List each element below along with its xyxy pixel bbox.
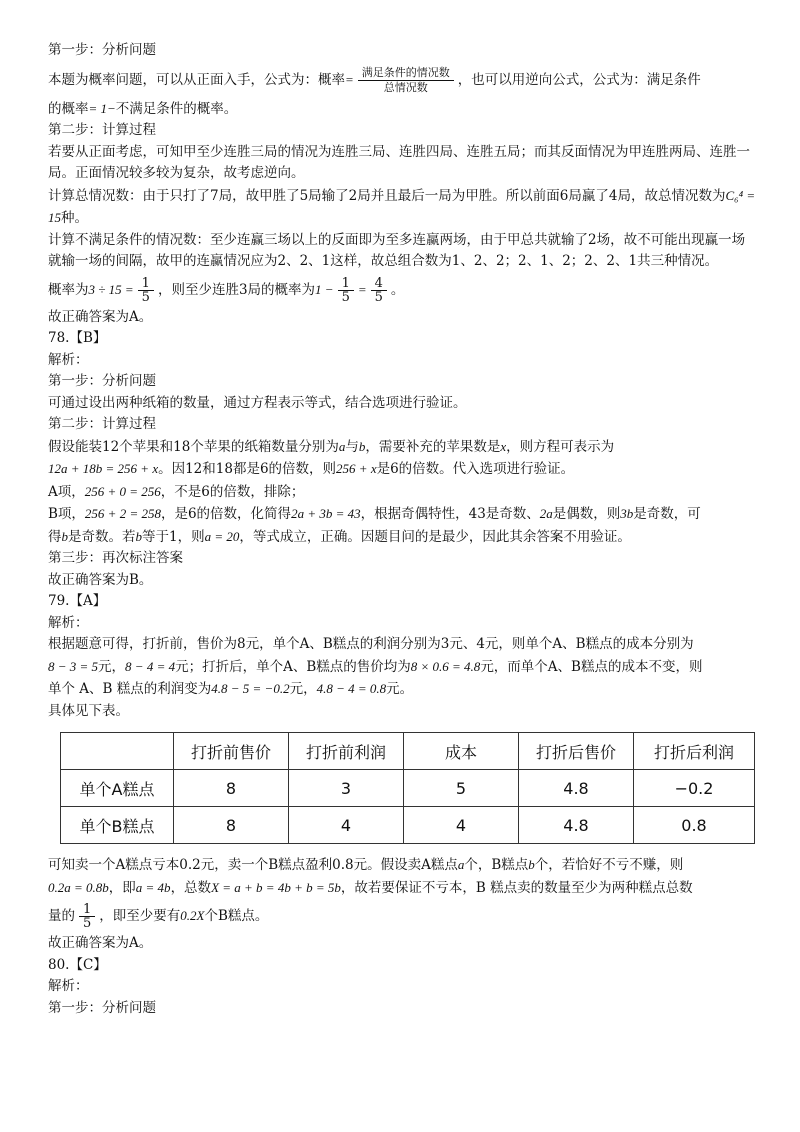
paragraph [48,273,758,307]
math: 256 + 0 = 256 [84,483,161,499]
math: b [528,857,535,872]
text: A项， [48,483,85,500]
math: 1 − [315,281,334,297]
text: ，即 [108,879,136,896]
text: 的概率 [48,100,89,117]
paragraph [48,899,758,933]
table-header-cell: 打折后售价 [519,733,634,770]
analysis-label: 解析： [48,351,89,368]
math: 256 + 2 = 258 [84,506,161,521]
math: 4.8 − 4 = 0.8 [316,681,387,696]
text: 个，B糕点 [464,857,529,873]
analysis-label: 解析： [48,614,89,631]
document-page [48,40,758,1019]
math: X = a + b = 4b + b = 5b [211,879,341,895]
step-heading: 第二步：计算过程 [48,416,156,432]
math: 0.2a = 0.8b [48,879,109,895]
table-cell: 单个A糕点 [61,770,174,807]
fraction-denominator: 5 [83,916,92,931]
fraction-denominator: 总情况数 [383,80,428,94]
table-header-cell [61,733,174,770]
paragraph [48,458,758,481]
paragraph: 具体见下表。 [48,702,129,719]
paragraph [48,481,758,504]
table-row [61,770,755,807]
paragraph: 计算不满足条件的情况数：至少连赢三场以上的反面即为至多连赢两场，由于甲总共就输了2场，故不可能出现赢一场就输一场的间隔，故甲的连赢情况应为2、2、1这样，故总组合数为1、2、2；2、1、2；2、2、1共三种情况。 [48,231,746,269]
fraction [79,903,95,930]
cost-profit-table [60,732,755,844]
text: 是奇数，可 [633,506,701,522]
text: B项， [48,506,85,522]
question-title: 80.【C】 [48,956,107,973]
text: 得 [48,528,62,545]
paragraph [48,526,758,549]
math: x [500,438,507,454]
fraction-numerator: 1 [338,277,354,291]
answer-line: 故正确答案为A。 [48,308,153,325]
paragraph [48,98,758,121]
table-header-row [61,733,755,770]
paragraph [48,503,758,526]
text: 元，而单个A、B糕点的成本不变，则 [480,658,703,675]
text: ，也可以用逆向公式，公式为：满足条件 [457,71,701,88]
fraction-denominator: 5 [374,289,383,305]
paragraph: 若要从正面考虑，可知甲至少连胜三局的情况为连胜三局、连胜四局、连胜五局；而其反面情况为甲连胜两局、连胜一局。正面情况较多较为复杂，故考虑逆向。 [48,143,750,181]
math: 8 − 3 = 5 [48,658,99,674]
table-cell: 4.8 [519,807,634,844]
paragraph [48,62,758,98]
math: 8 − 4 = 4 [125,658,176,674]
text: ，是6的倍数，化简得 [160,506,292,522]
text: 假设能装12个苹果和18个苹果的纸箱数量分别为 [48,438,339,455]
math: a [457,857,465,872]
fraction-denominator: 5 [341,289,350,305]
math: C₆⁴ = 15 [48,187,756,225]
fraction [358,66,454,95]
table-cell: 8 [174,770,289,807]
math: 12a + 18b = 256 + x [48,461,159,476]
text: 单个 A、B 糕点的利润变为 [48,681,212,697]
math: 3b [620,506,634,521]
table-cell: 3 [289,770,404,807]
text: 是6的倍数。代入选项进行验证。 [376,461,575,477]
table-cell: 5 [404,770,519,807]
question-title: 79.【A】 [48,593,107,609]
analysis-label: 解析： [48,978,89,994]
text: 。 [390,281,405,298]
math: a [338,438,346,454]
math: 8 × 0.6 = 4.8 [410,658,481,674]
text: 是偶数，则 [552,506,621,522]
step-heading: 第一步：分析问题 [48,42,156,58]
table-header-cell: 打折前利润 [289,733,404,770]
fraction-numerator: 满足条件的情况数 [358,66,454,81]
text: 本题为概率问题，可以从正面入手，公式为：概率 [48,71,345,88]
text: ，则方程可表示为 [506,438,615,455]
step-heading: 第二步：计算过程 [48,122,156,138]
text: 计算总情况数：由于只打了7局，故甲胜了5局输了2局并且最后一局为甲胜。所以前面6局赢了4局，故总情况数为 [48,187,726,204]
math: 256 + x [336,461,377,476]
text: 是奇数。若 [68,528,136,545]
text: ，不是6的倍数，排除； [160,483,305,500]
math: = 1− [88,100,116,116]
table-header-cell: 打折后利润 [634,733,755,770]
math: b [135,528,142,544]
table-cell: 4 [404,807,519,844]
math: 3 ÷ 15 = [88,281,134,297]
table-cell: 4 [289,807,404,844]
paragraph [48,854,758,877]
fraction-numerator: 4 [371,277,387,291]
paragraph [48,877,758,900]
paragraph: 可通过设出两种纸箱的数量，通过方程表示等式，结合选项进行验证。 [48,394,467,411]
text: 等于1，则 [142,528,205,545]
text: 与 [345,438,359,455]
paragraph: 根据题意可得，打折前，售价为8元，单个A、B糕点的利润分别为3元、4元，则单个A、B糕点的成本分别为 [48,636,694,652]
text: ，需要补充的苹果数是 [365,438,501,455]
math: 2a + 3b = 43 [291,506,361,521]
math: b [61,528,68,544]
text: 个，若恰好不亏不赚，则 [534,857,684,873]
text: 元， [289,681,317,697]
fraction [138,277,154,304]
math: 2a [539,506,553,521]
paragraph [48,185,758,230]
text: ，即至少要有 [99,908,181,924]
text: 个B糕点。 [204,908,269,924]
table-row [61,807,755,844]
step-heading: 第三步：再次标注答案 [48,550,183,566]
paragraph [48,656,758,679]
table-cell: 8 [174,807,289,844]
question-title: 78.【B】 [48,330,107,346]
table-cell: 单个B糕点 [61,807,174,844]
answer-line: 故正确答案为B。 [48,571,153,588]
math: a = 4b [135,879,171,895]
answer-line: 故正确答案为A。 [48,935,153,951]
text: 概率为 [48,281,89,298]
fraction-numerator: 1 [138,277,154,291]
math: = [357,281,367,297]
step-heading: 第一步：分析问题 [48,373,156,389]
text: ，总数 [170,879,212,896]
step-heading: 第一步：分析问题 [48,999,156,1016]
table-header-cell: 成本 [404,733,519,770]
text: ，故若要保证不亏本，B 糕点卖的数量至少为两种糕点总数 [340,879,693,896]
fraction-numerator: 1 [79,903,95,917]
text: ，根据奇偶特性，43是奇数、 [360,506,540,522]
math: 0.2X [180,908,205,923]
table-cell: 4.8 [519,770,634,807]
fraction-denominator: 5 [141,289,150,305]
math: = [345,71,354,87]
paragraph [48,678,758,701]
text: 不满足条件的概率。 [115,100,238,117]
text: 可知卖一个A糕点亏本0.2元，卖一个B糕点盈利0.8元。假设卖A糕点 [48,857,458,873]
text: 种。 [61,210,88,226]
paragraph [48,436,758,459]
text: 元。 [386,681,414,697]
text: 。因12和18都是6的倍数，则 [158,461,337,477]
text: 元， [98,658,126,675]
text: 量的 [48,908,75,924]
fraction [338,277,354,304]
table-cell: −0.2 [634,770,755,807]
math: a = 20 [204,528,240,544]
math: b [358,438,366,454]
text: ，则至少连胜3局的概率为 [157,281,316,298]
table-cell: 0.8 [634,807,755,844]
math: 4.8 − 5 = −0.2 [211,681,290,696]
table-header-cell: 打折前售价 [174,733,289,770]
text: 元；打折后，单个A、B糕点的售价均为 [175,658,411,675]
text: ，等式成立，正确。因题目问的是最少，因此其余答案不用验证。 [239,528,631,545]
fraction [371,277,387,304]
